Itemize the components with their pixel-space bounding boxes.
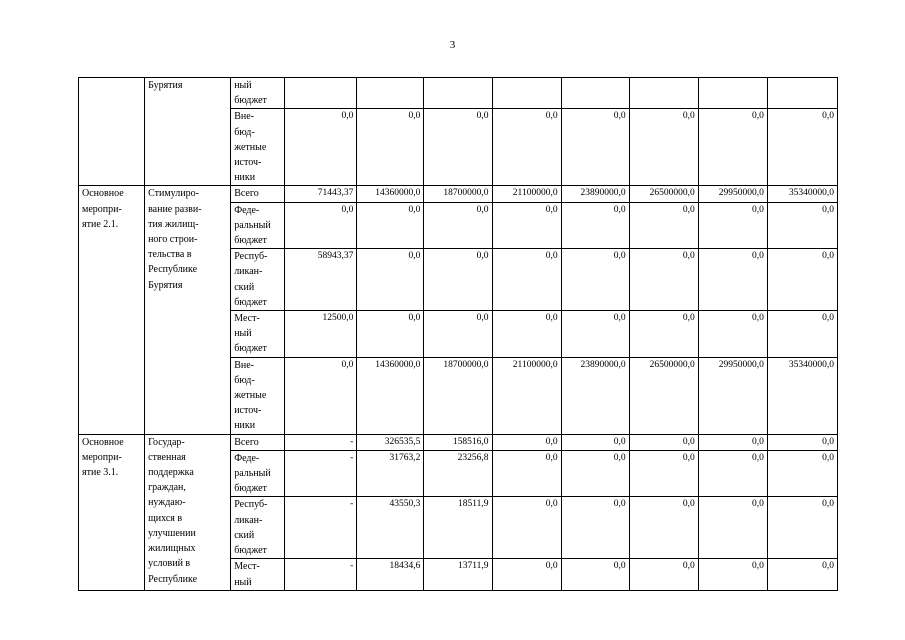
event-cell: Основное меропри- ятие 2.1. (79, 186, 145, 434)
value-cell: 0,0 (629, 109, 698, 186)
value-cell (629, 78, 698, 109)
value-cell: 0,0 (767, 434, 837, 450)
value-cell: 0,0 (561, 450, 629, 497)
value-cell: 14360000,0 (357, 186, 424, 202)
funding-source-cell: Мест- ный (231, 559, 285, 590)
value-cell: 0,0 (492, 311, 561, 358)
value-cell: 0,0 (561, 109, 629, 186)
value-cell: 0,0 (561, 434, 629, 450)
value-cell: 0,0 (698, 434, 767, 450)
value-cell: 23256,8 (424, 450, 492, 497)
value-cell (424, 78, 492, 109)
value-cell: 0,0 (767, 497, 837, 559)
value-cell: 0,0 (285, 357, 357, 434)
value-cell: 29950000,0 (698, 357, 767, 434)
description-cell: Стимулиро- вание разви- тия жилищ- ного строи- тельства в Республике Бурятия (145, 186, 231, 434)
value-cell: 58943,37 (285, 249, 357, 311)
value-cell: 31763,2 (357, 450, 424, 497)
value-cell: 0,0 (629, 497, 698, 559)
value-cell: 18700000,0 (424, 357, 492, 434)
value-cell (561, 78, 629, 109)
value-cell: 23890000,0 (561, 186, 629, 202)
value-cell: 71443,37 (285, 186, 357, 202)
value-cell: 23890000,0 (561, 357, 629, 434)
value-cell: - (285, 497, 357, 559)
value-cell: 0,0 (629, 311, 698, 358)
value-cell: 0,0 (698, 450, 767, 497)
funding-source-cell: Респуб- ликан- ский бюджет (231, 249, 285, 311)
value-cell: 0,0 (629, 202, 698, 249)
value-cell (357, 78, 424, 109)
budget-table (78, 77, 838, 591)
funding-source-cell: ный бюджет (231, 78, 285, 109)
value-cell: 14360000,0 (357, 357, 424, 434)
value-cell: 0,0 (767, 202, 837, 249)
value-cell: 0,0 (561, 311, 629, 358)
value-cell: 0,0 (424, 109, 492, 186)
funding-source-cell: Феде- ральный бюджет (231, 450, 285, 497)
value-cell: 18511,9 (424, 497, 492, 559)
value-cell: - (285, 434, 357, 450)
funding-source-cell: Респуб- ликан- ский бюджет (231, 497, 285, 559)
value-cell: 0,0 (285, 109, 357, 186)
event-cell: Основное меропри- ятие 3.1. (79, 434, 145, 590)
value-cell: 0,0 (698, 559, 767, 590)
value-cell: 29950000,0 (698, 186, 767, 202)
value-cell: 0,0 (629, 450, 698, 497)
funding-source-cell: Всего (231, 434, 285, 450)
value-cell: 21100000,0 (492, 186, 561, 202)
value-cell: 0,0 (357, 249, 424, 311)
value-cell (285, 78, 357, 109)
value-cell: 0,0 (492, 249, 561, 311)
value-cell: 26500000,0 (629, 357, 698, 434)
value-cell: - (285, 559, 357, 590)
value-cell (698, 78, 767, 109)
value-cell: 13711,9 (424, 559, 492, 590)
funding-source-cell: Мест- ный бюджет (231, 311, 285, 358)
value-cell: 0,0 (561, 497, 629, 559)
value-cell: 0,0 (492, 202, 561, 249)
value-cell: 0,0 (492, 434, 561, 450)
value-cell: 0,0 (767, 559, 837, 590)
value-cell: 0,0 (629, 434, 698, 450)
funding-source-cell: Всего (231, 186, 285, 202)
value-cell: 0,0 (424, 249, 492, 311)
value-cell: 0,0 (492, 559, 561, 590)
description-cell: Бурятия (145, 78, 231, 186)
value-cell: 35340000,0 (767, 357, 837, 434)
value-cell: 0,0 (357, 311, 424, 358)
value-cell: 18700000,0 (424, 186, 492, 202)
value-cell: 0,0 (767, 311, 837, 358)
value-cell: 0,0 (629, 559, 698, 590)
table-row (79, 186, 838, 202)
value-cell: 326535,5 (357, 434, 424, 450)
value-cell: 0,0 (629, 249, 698, 311)
value-cell: 0,0 (561, 559, 629, 590)
value-cell: 0,0 (492, 109, 561, 186)
funding-source-cell: Феде- ральный бюджет (231, 202, 285, 249)
value-cell: 0,0 (767, 450, 837, 497)
value-cell: 0,0 (285, 202, 357, 249)
value-cell: 0,0 (492, 497, 561, 559)
funding-source-cell: Вне- бюд- жетные источ- ники (231, 109, 285, 186)
value-cell: 0,0 (698, 497, 767, 559)
value-cell: 12500,0 (285, 311, 357, 358)
value-cell: 0,0 (357, 202, 424, 249)
table-row (79, 434, 838, 450)
value-cell: 0,0 (561, 249, 629, 311)
value-cell: 0,0 (357, 109, 424, 186)
value-cell: 0,0 (492, 450, 561, 497)
value-cell: 18434,6 (357, 559, 424, 590)
value-cell: 0,0 (561, 202, 629, 249)
funding-source-cell: Вне- бюд- жетные источ- ники (231, 357, 285, 434)
value-cell: - (285, 450, 357, 497)
event-cell (79, 78, 145, 186)
value-cell: 0,0 (698, 109, 767, 186)
value-cell: 0,0 (698, 249, 767, 311)
value-cell: 158516,0 (424, 434, 492, 450)
value-cell: 0,0 (767, 249, 837, 311)
value-cell: 43550,3 (357, 497, 424, 559)
value-cell: 35340000,0 (767, 186, 837, 202)
table-row (79, 78, 838, 109)
value-cell (492, 78, 561, 109)
value-cell: 0,0 (698, 311, 767, 358)
page-number: 3 (449, 39, 456, 51)
value-cell: 0,0 (424, 202, 492, 249)
value-cell: 26500000,0 (629, 186, 698, 202)
value-cell: 21100000,0 (492, 357, 561, 434)
value-cell: 0,0 (767, 109, 837, 186)
value-cell: 0,0 (698, 202, 767, 249)
value-cell: 0,0 (424, 311, 492, 358)
description-cell: Государ- ственная поддержка граждан, нуждаю- щихся в улучшении жилищных условий в Республике (145, 434, 231, 590)
value-cell (767, 78, 837, 109)
